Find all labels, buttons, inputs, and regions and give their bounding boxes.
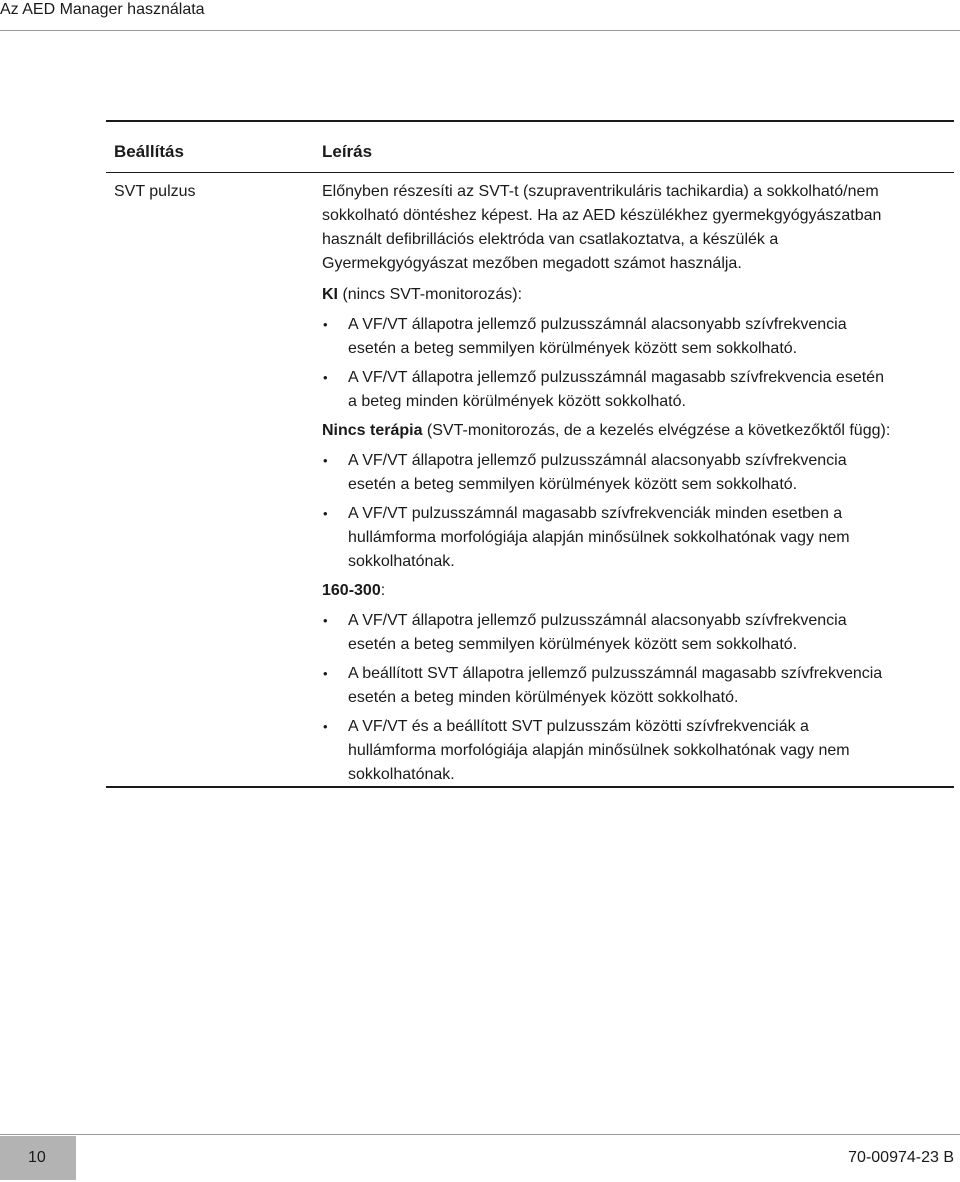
list-item bbox=[322, 662, 952, 710]
list-item-line: A beállított SVT állapotra jellemző pulzusszámnál magasabb szívfrekvencia bbox=[348, 665, 883, 682]
list-item bbox=[322, 313, 952, 361]
range-option-text: : bbox=[380, 582, 386, 599]
off-option-label: KI bbox=[322, 286, 338, 303]
intro-line: használt defibrillációs elektróda van csatlakoztatva, a készülék a bbox=[322, 231, 779, 248]
range-option-heading bbox=[322, 579, 952, 603]
page-header-title: Az AED Manager használata bbox=[0, 1, 205, 18]
intro-line: sokkolható döntéshez képest. Ha az AED készülékhez gyermekgyógyászatban bbox=[322, 207, 882, 224]
off-option-list bbox=[322, 313, 952, 414]
bullet-icon: • bbox=[323, 317, 328, 332]
list-item bbox=[322, 449, 952, 497]
range-option-label: 160-300 bbox=[322, 582, 381, 599]
page-number: 10 bbox=[28, 1149, 46, 1166]
list-item-line: A VF/VT állapotra jellemző pulzusszámnál magasabb szívfrekvencia esetén bbox=[348, 369, 884, 386]
range-option-list bbox=[322, 609, 952, 787]
intro-line: Gyermekgyógyászat mezőben megadott számot használja. bbox=[322, 255, 742, 272]
list-item-line: A VF/VT állapotra jellemző pulzusszámnál alacsonyabb szívfrekvencia bbox=[348, 612, 847, 629]
off-option-text: (nincs SVT-monitorozás): bbox=[338, 286, 523, 303]
column-header-description: Leírás bbox=[322, 142, 373, 161]
table-bottom-rule bbox=[106, 786, 954, 788]
no-therapy-label: Nincs terápia bbox=[322, 422, 423, 439]
list-item-line: A VF/VT pulzusszámnál magasabb szívfrekvenciák minden esetben a bbox=[348, 505, 843, 522]
table-header-rule bbox=[106, 172, 954, 173]
list-item-line: hullámforma morfológiája alapján minősülnek sokkolhatónak vagy nem bbox=[348, 742, 850, 759]
description-cell bbox=[322, 180, 952, 787]
list-item-line: A VF/VT állapotra jellemző pulzusszámnál alacsonyabb szívfrekvencia bbox=[348, 452, 847, 469]
table-top-rule bbox=[106, 120, 954, 122]
list-item-line: A VF/VT és a beállított SVT pulzusszám közötti szívfrekvenciák a bbox=[348, 718, 809, 735]
off-option-heading bbox=[322, 283, 952, 307]
bullet-icon: • bbox=[323, 613, 328, 628]
list-item-line: esetén a beteg semmilyen körülmények között sem sokkolható. bbox=[348, 340, 798, 357]
bullet-icon: • bbox=[323, 666, 328, 681]
list-item-line: A VF/VT állapotra jellemző pulzusszámnál alacsonyabb szívfrekvencia bbox=[348, 316, 847, 333]
list-item bbox=[322, 715, 952, 787]
list-item-line: sokkolhatónak. bbox=[348, 553, 455, 570]
list-item-line: esetén a beteg semmilyen körülmények között sem sokkolható. bbox=[348, 636, 798, 653]
column-header-setting: Beállítás bbox=[114, 142, 184, 161]
list-item-line: esetén a beteg minden körülmények között sokkolható. bbox=[348, 689, 739, 706]
intro-line: Előnyben részesíti az SVT-t (szupraventrikuláris tachikardia) a sokkolható/nem bbox=[322, 183, 879, 200]
intro-paragraph bbox=[322, 180, 952, 276]
bullet-icon: • bbox=[323, 453, 328, 468]
bullet-icon: • bbox=[323, 506, 328, 521]
list-item-line: a beteg minden körülmények között sokkolható. bbox=[348, 393, 686, 410]
list-item-line: esetén a beteg semmilyen körülmények között sem sokkolható. bbox=[348, 476, 798, 493]
setting-name-cell: SVT pulzus bbox=[114, 183, 196, 200]
list-item-line: hullámforma morfológiája alapján minősülnek sokkolhatónak vagy nem bbox=[348, 529, 850, 546]
bullet-icon: • bbox=[323, 370, 328, 385]
no-therapy-heading bbox=[322, 419, 952, 443]
list-item-line: sokkolhatónak. bbox=[348, 766, 455, 783]
list-item bbox=[322, 609, 952, 657]
list-item bbox=[322, 366, 952, 414]
page-number-box bbox=[0, 1136, 76, 1180]
no-therapy-list bbox=[322, 449, 952, 574]
header-divider bbox=[0, 30, 960, 31]
document-code: 70-00974-23 B bbox=[848, 1149, 954, 1166]
bullet-icon: • bbox=[323, 719, 328, 734]
no-therapy-text: (SVT-monitorozás, de a kezelés elvégzése a következőktől függ): bbox=[422, 422, 891, 439]
footer-divider bbox=[0, 1134, 960, 1135]
list-item bbox=[322, 502, 952, 574]
